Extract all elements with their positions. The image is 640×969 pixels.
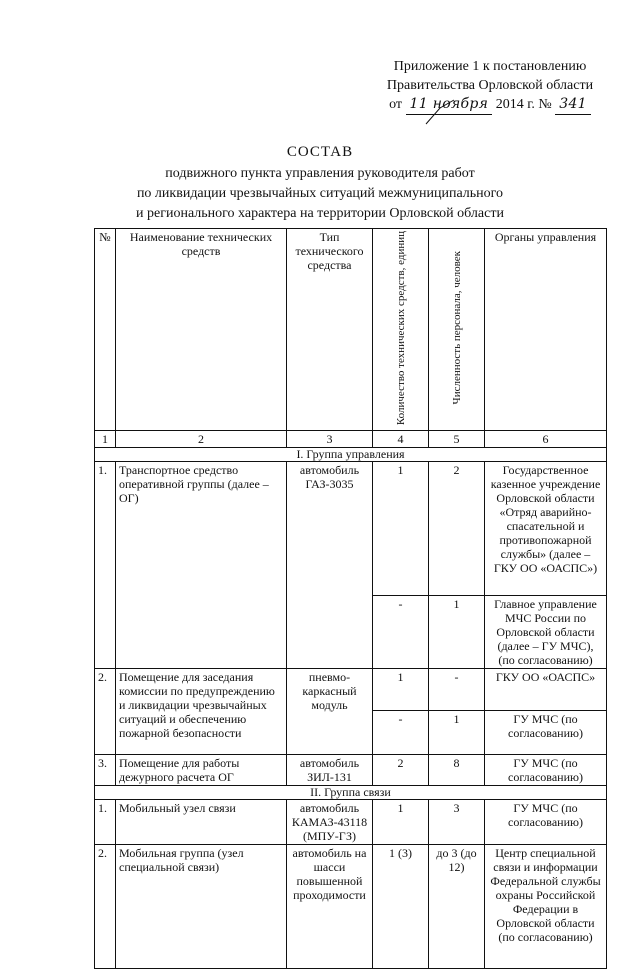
row-org: ГУ МЧС (по согласованию) xyxy=(485,755,607,786)
annex-date-prefix: от xyxy=(389,97,403,112)
table-row xyxy=(95,669,607,711)
row-name: Помещение для работы дежурного расчета ОГ xyxy=(116,755,287,786)
table-row xyxy=(95,755,607,786)
row-qty: 1 xyxy=(373,800,429,845)
row-staff: 1 xyxy=(429,596,485,669)
header-qty-cell xyxy=(373,229,429,431)
table-row xyxy=(95,845,607,969)
row-type: автомобиль ГАЗ-3035 xyxy=(287,462,373,669)
row-qty: 1 xyxy=(373,669,429,711)
row-org: Государственное казенное учреждение Орловской области «Отряд аварийно-спасательной и противопожарной службы» (далее – ГКУ ОО «ОАСПС») xyxy=(485,462,607,596)
row-org: ГУ МЧС (по согласованию) xyxy=(485,800,607,845)
row-org: Главное управление МЧС России по Орловской области (далее – ГУ МЧС), (по согласованию) xyxy=(485,596,607,669)
column-number: 1 xyxy=(95,431,116,448)
row-org: ГКУ ОО «ОАСПС» xyxy=(485,669,607,711)
table-row xyxy=(95,462,607,596)
row-staff: - xyxy=(429,669,485,711)
row-type: автомобиль ЗИЛ-131 xyxy=(287,755,373,786)
row-staff: 2 xyxy=(429,462,485,596)
group-title-communication: II. Группа связи xyxy=(95,786,607,800)
column-number: 2 xyxy=(116,431,287,448)
header-org: Органы управления xyxy=(485,229,607,431)
annex-line-1: Приложение 1 к постановлению xyxy=(393,59,587,74)
group-row xyxy=(95,448,607,462)
annex-date-year: 2014 г. № xyxy=(495,97,552,112)
row-qty: 1 xyxy=(373,462,429,596)
header-num: № xyxy=(95,229,116,431)
column-number: 5 xyxy=(429,431,485,448)
row-num: 3. xyxy=(95,755,116,786)
signature-stroke xyxy=(424,98,464,128)
row-name: Транспортное средство оперативной группы (далее – ОГ) xyxy=(116,462,287,669)
row-type: автомобиль КАМАЗ-43118 (МПУ-ГЗ) xyxy=(287,800,373,845)
header-staff: Численность персонала, человек xyxy=(450,251,463,405)
row-num: 1. xyxy=(95,462,116,669)
handwritten-number: 341 xyxy=(555,95,591,115)
row-type: пневмо-каркасный модуль xyxy=(287,669,373,755)
row-num: 2. xyxy=(95,669,116,755)
header-qty: Количество технических средств, единиц xyxy=(394,231,407,426)
group-row xyxy=(95,786,607,800)
title-line-2: по ликвидации чрезвычайных ситуаций межмуниципального xyxy=(136,186,504,201)
title-line-1: подвижного пункта управления руководителя работ xyxy=(165,166,475,181)
column-numbers-row xyxy=(95,431,607,448)
row-staff: 8 xyxy=(429,755,485,786)
header-type: Тип технического средства xyxy=(287,229,373,431)
title-main: СОСТАВ xyxy=(286,144,354,160)
row-staff: 1 xyxy=(429,711,485,755)
group-title-management: I. Группа управления xyxy=(95,448,607,462)
row-type: автомобиль на шасси повышенной проходимости xyxy=(287,845,373,969)
row-num: 2. xyxy=(95,845,116,969)
column-number: 4 xyxy=(373,431,429,448)
handwritten-date: 11 ноября xyxy=(406,95,493,115)
row-name: Помещение для заседания комиссии по предупреждению и ликвидации чрезвычайных ситуаций и обеспечению пожарной безопасности xyxy=(116,669,287,755)
row-org: ГУ МЧС (по согласованию) xyxy=(485,711,607,755)
table-row xyxy=(95,800,607,845)
row-qty: 2 xyxy=(373,755,429,786)
title-line-3: и регионального характера на территории Орловской области xyxy=(136,206,504,221)
row-num: 1. xyxy=(95,800,116,845)
annex-header xyxy=(360,57,620,115)
header-staff-cell xyxy=(429,229,485,431)
row-staff: до 3 (до 12) xyxy=(429,845,485,969)
composition-table xyxy=(94,228,607,969)
row-name: Мобильный узел связи xyxy=(116,800,287,845)
annex-line-2: Правительства Орловской области xyxy=(386,78,594,93)
row-qty: - xyxy=(373,711,429,755)
row-name: Мобильная группа (узел специальной связи) xyxy=(116,845,287,969)
header-row xyxy=(95,229,607,431)
header-name: Наименование технических средств xyxy=(116,229,287,431)
row-org: Центр специальной связи и информации Федеральной службы охраны Российской Федерации в Орловской области (по согласованию) xyxy=(485,845,607,969)
column-number: 3 xyxy=(287,431,373,448)
document-title xyxy=(0,144,640,224)
column-number: 6 xyxy=(485,431,607,448)
row-staff: 3 xyxy=(429,800,485,845)
row-qty: 1 (3) xyxy=(373,845,429,969)
annex-date-line xyxy=(360,95,620,115)
row-qty: - xyxy=(373,596,429,669)
